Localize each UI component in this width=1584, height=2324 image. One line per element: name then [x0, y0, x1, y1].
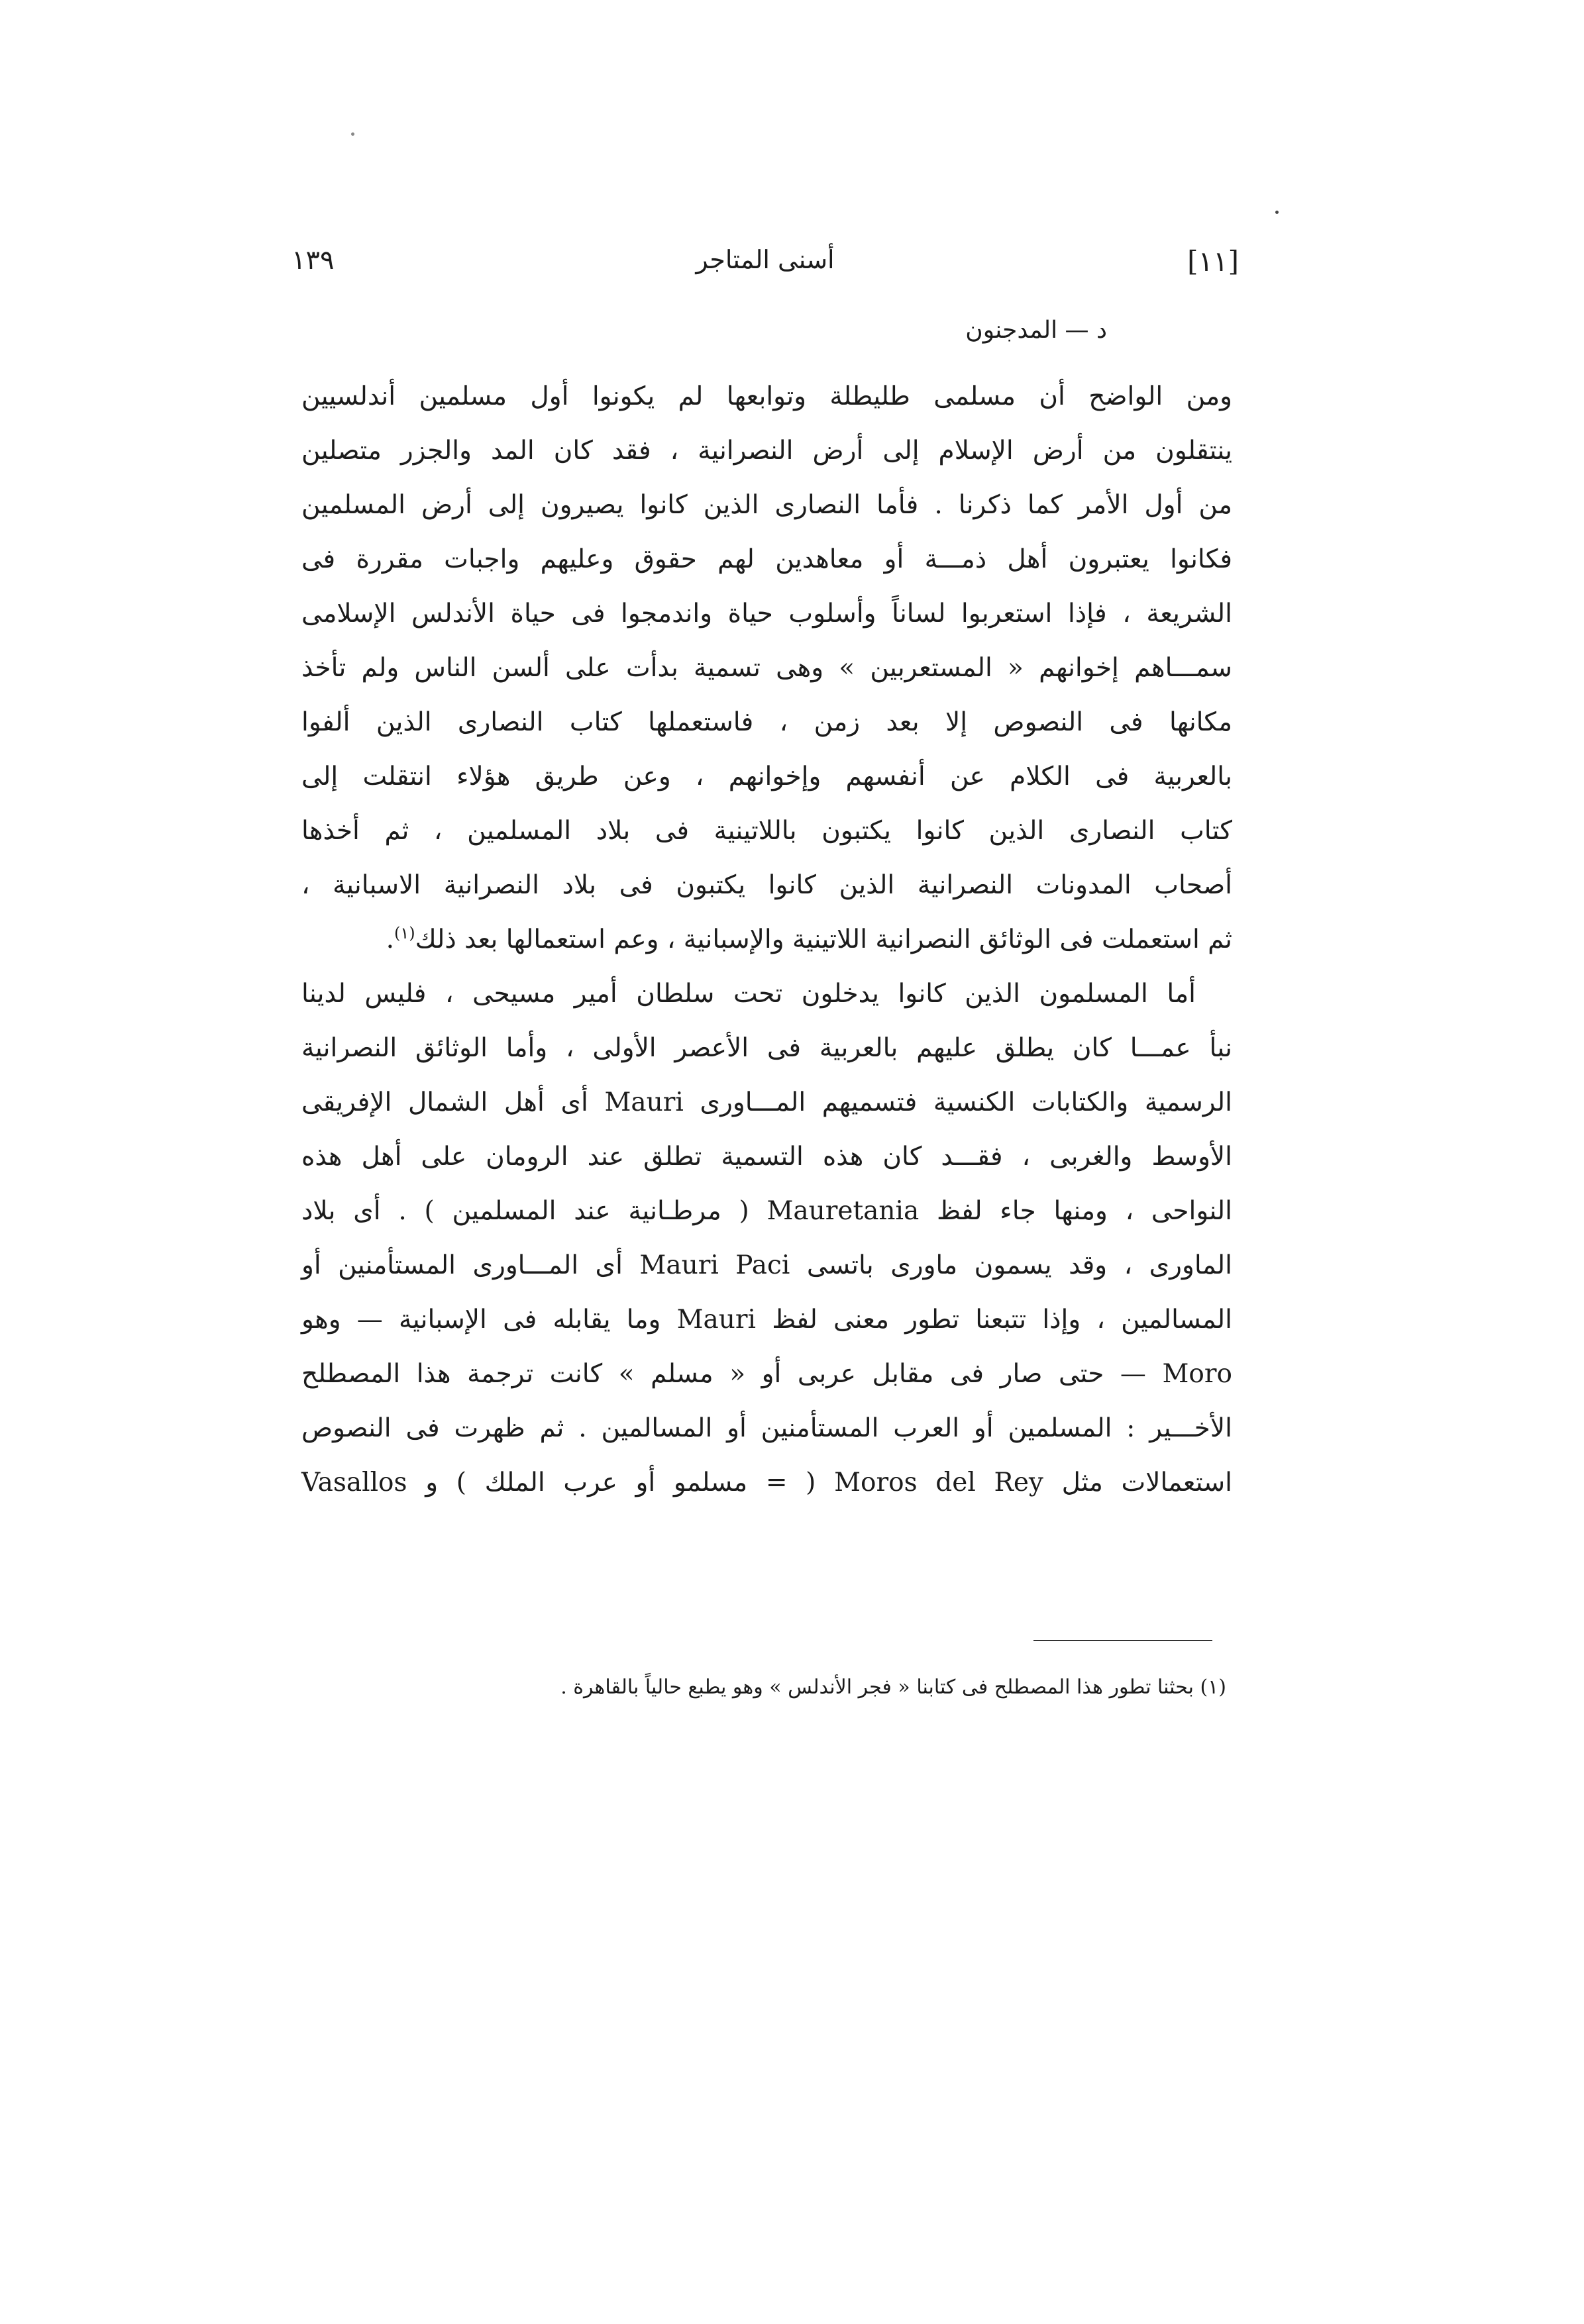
paragraph-line: أصحاب المدونات النصرانية الذين كانوا يكتبون فى بلاد النصرانية الاسبانية ، — [301, 870, 1232, 900]
paragraph-line: المسالمين ، وإذا تتبعنا تطور معنى لفظ Mauri وما يقابله فى الإسبانية — وهو — [301, 1305, 1233, 1335]
paragraph-line: الشريعة ، فإذا استعربوا لساناً وأسلوب حياة واندمجوا فى حياة الأندلس الإسلامى — [301, 599, 1232, 629]
paragraph-line: ينتقلون من أرض الإسلام إلى أرض النصرانية ، فقد كان المد والجزر متصلين — [301, 436, 1232, 466]
paragraph-line: أما المسلمون الذين كانوا يدخلون تحت سلطان أمير مسيحى ، فليس لدينا — [301, 979, 1196, 1009]
page-number: ١٣٩ — [291, 245, 335, 276]
paragraph-line: كتاب النصارى الذين كانوا يكتبون باللاتينية فى بلاد المسلمين ، ثم أخذها — [301, 816, 1232, 846]
paragraph-line: الرسمية والكتابات الكنسية فتسميهم المـــاورى Mauri أى أهل الشمال الإفريقى — [301, 1087, 1232, 1117]
scan-speck — [1275, 211, 1279, 214]
paragraph-line: مكانها فى النصوص إلا بعد زمن ، فاستعملها كتاب النصارى الذين ألفوا — [301, 707, 1232, 737]
page-header — [291, 245, 1239, 291]
footnote-marker: (١) — [394, 924, 415, 942]
paragraph-line: الأوسط والغربى ، فقـــد كان هذه التسمية تطلق عند الرومان على أهل هذه — [301, 1142, 1232, 1172]
body-text — [301, 370, 1232, 1510]
footnote-rule — [1033, 1640, 1212, 1641]
paragraph-line: الماورى ، وقد يسمون ماورى باتسى Mauri Paci أى المـــاورى المستأمنين أو — [301, 1250, 1232, 1280]
paragraph-line: النواحى ، ومنها جاء لفظ Mauretania ( مرطـانية عند المسلمين ) . أى بلاد — [301, 1196, 1233, 1226]
paragraph-line: نبأ عمـــا كان يطلق عليهم بالعربية فى الأعصر الأولى ، وأما الوثائق النصرانية — [301, 1033, 1232, 1063]
scan-speck — [351, 132, 354, 136]
paragraph-last-line — [301, 913, 1232, 967]
paragraph-line: Moro — حتى صار فى مقابل عربى أو « مسلم » كانت ترجمة هذا المصطلح — [301, 1359, 1232, 1389]
paragraph-line: فكانوا يعتبرون أهل ذمـــة أو معاهدين لهم حقوق وعليهم واجبات مقررة فى — [301, 544, 1232, 574]
paragraph-line: ومن الواضح أن مسلمى طليطلة وتوابعها لم يكونوا أول مسلمين أندلسيين — [301, 381, 1232, 411]
paragraph-line: استعمالات مثل Moros del Rey ( = مسلمو أو عرب الملك ) و Vasallos — [301, 1468, 1232, 1497]
last-line-end: . — [386, 925, 394, 954]
last-line-text: ثم استعملت فى الوثائق النصرانية اللاتينية والإسبانية ، وعم استعمالها بعد ذلك — [415, 925, 1232, 954]
running-title: أسنى المتاجر — [696, 245, 835, 274]
paragraph-line: الأخـــير : المسلمين أو العرب المستأمنين أو المسالمين . ثم ظهرت فى النصوص — [301, 1413, 1232, 1443]
paragraph-line: بالعربية فى الكلام عن أنفسهم وإخوانهم ، وعن طريق هؤلاء انتقلت إلى — [301, 762, 1232, 791]
paragraph-line: سمـــاهم إخوانهم « المستعربين » وهى تسمية بدأت على ألسن الناس ولم تأخذ — [301, 653, 1232, 683]
section-heading: د — المدجنون — [965, 317, 1107, 344]
paragraph-line: من أول الأمر كما ذكرنا . فأما النصارى الذين كانوا يصيرون إلى أرض المسلمين — [301, 490, 1232, 520]
section-ref: [١١] — [1187, 245, 1239, 278]
footnote: (١) بحثنا تطور هذا المصطلح فى كتابنا « فجر الأندلس » وهو يطبع حالياً بالقاهرة . — [560, 1676, 1226, 1699]
